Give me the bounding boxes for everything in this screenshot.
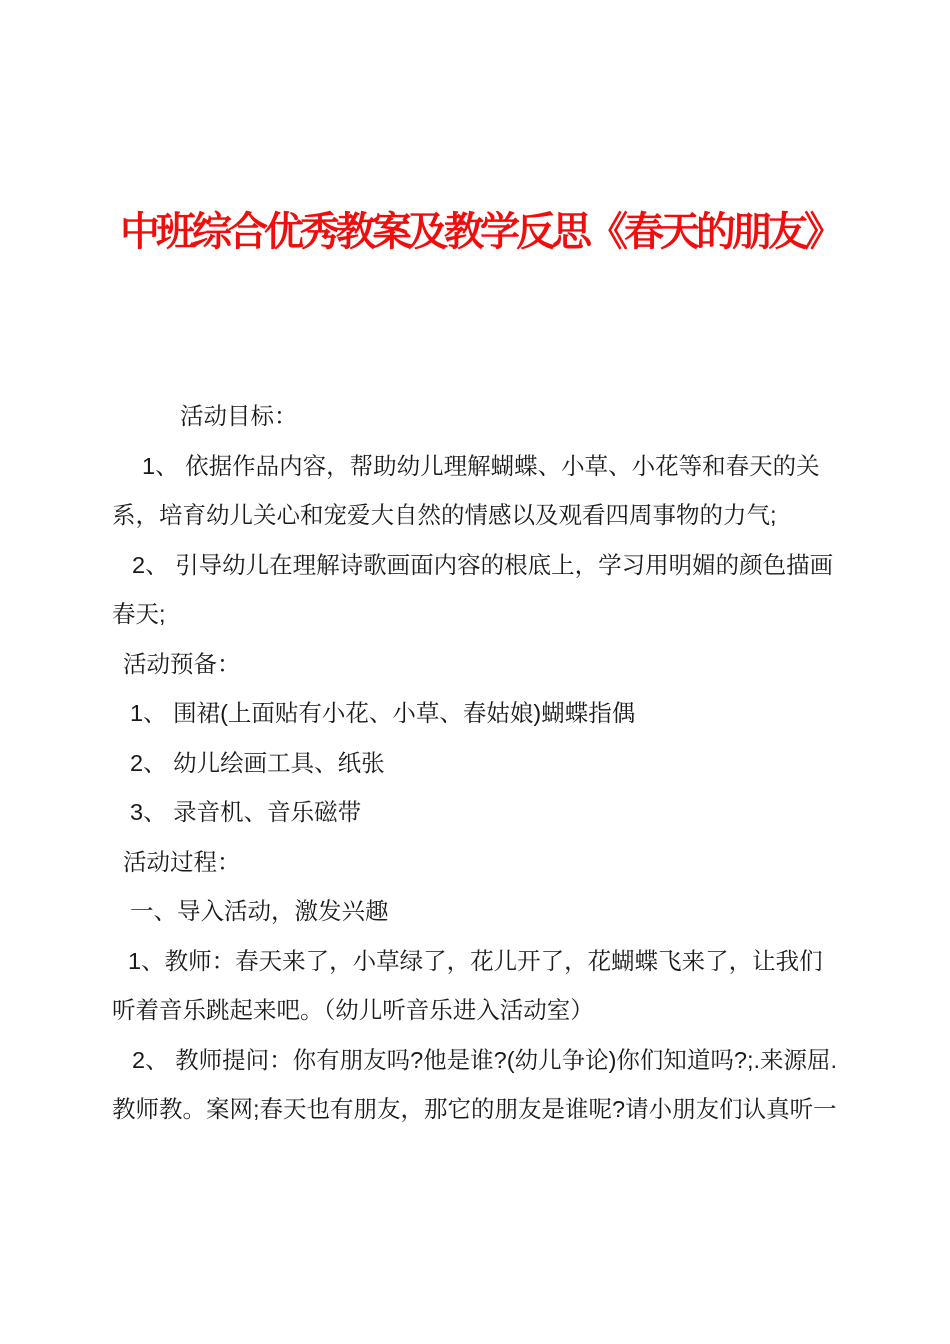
document-body [112, 392, 852, 1135]
text-line: 2、 引导幼儿在理解诗歌画面内容的根底上，学习用明媚的颜色描画 [132, 551, 834, 578]
text-line: 听着音乐跳起来吧。（幼儿听音乐进入活动室） [112, 997, 594, 1023]
text-line: 活动预备： [123, 650, 241, 677]
text-line: 3、 录音机、音乐磁带 [130, 799, 362, 825]
text-line: 1、 依据作品内容，帮助幼儿理解蝴蝶、小草、小花等和春天的关 [142, 452, 820, 479]
text-line: 2、 幼儿绘画工具、纸张 [130, 749, 385, 776]
text-line: 活动过程： [123, 848, 241, 875]
text-line: 2、 教师提问：你有朋友吗?他是谁?(幼儿争论)你们知道吗?;.来源屈. [132, 1046, 838, 1073]
document-title: 中班综合优秀教案及教学反思《春天的朋友》 [120, 209, 840, 254]
text-line: 1、教师：春天来了，小草绿了，花儿开了，花蝴蝶飞来了，让我们 [128, 947, 823, 974]
text-line: 春天; [112, 601, 166, 627]
text-line: 教师教。案网;春天也有朋友，那它的朋友是谁呢?请小朋友们认真听一 [112, 1096, 837, 1122]
text-line: 一、导入活动，激发兴趣 [130, 898, 389, 924]
text-line: 1、 围裙(上面贴有小花、小草、春姑娘)蝴蝶指偶 [130, 700, 636, 726]
text-line: 活动目标： [180, 403, 298, 429]
text-line: 系，培育幼儿关心和宠爱大自然的情感以及观看四周事物的力气; [112, 502, 777, 528]
